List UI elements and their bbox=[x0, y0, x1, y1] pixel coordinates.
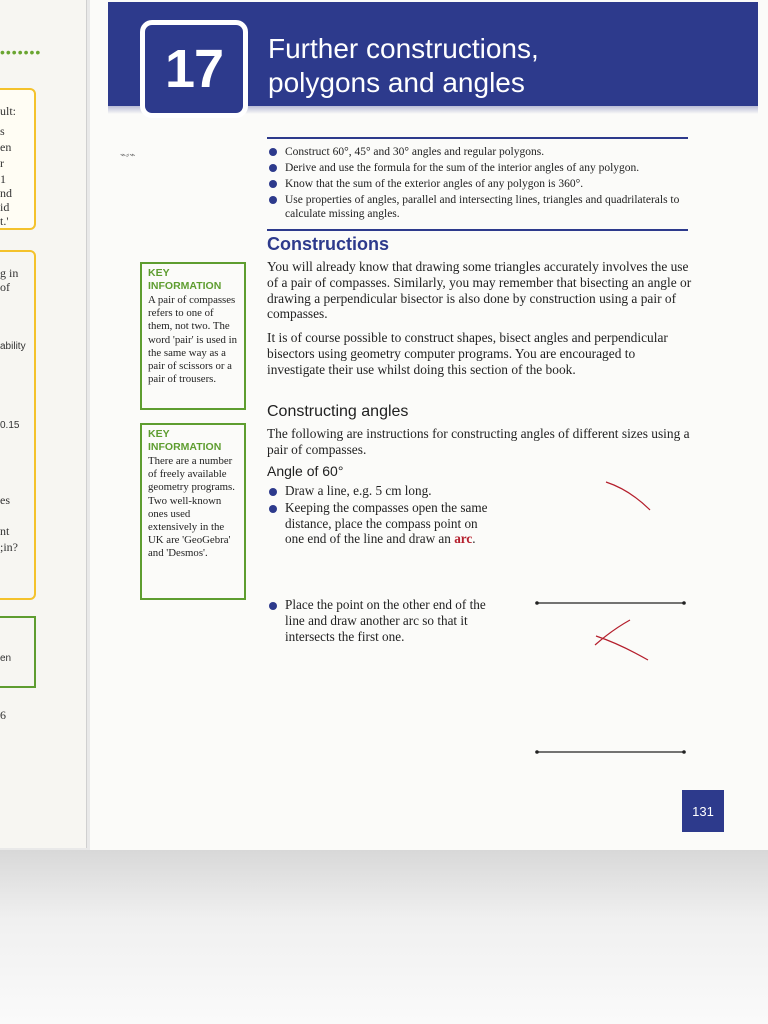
bullet-icon bbox=[269, 505, 277, 513]
steps-list-a bbox=[267, 483, 497, 548]
text-fragment: 1 bbox=[0, 172, 6, 186]
objective-item: Use properties of angles, parallel and intersecting lines, triangles and quadrilaterals to calculate missing angles. bbox=[267, 193, 688, 221]
chapter-title-line-1: Further constructions, bbox=[268, 33, 539, 64]
text-fragment: ;in? bbox=[0, 540, 18, 554]
line-endpoint bbox=[682, 601, 686, 605]
text-fragment: s bbox=[0, 124, 5, 138]
key-information-box-1 bbox=[140, 262, 246, 410]
line-endpoint bbox=[535, 750, 539, 754]
text-fragment: 0.15 bbox=[0, 420, 20, 431]
key-information-box-2 bbox=[140, 423, 246, 600]
text-fragment: es bbox=[0, 493, 10, 507]
objective-item: Know that the sum of the exterior angles of any polygon is 360°. bbox=[267, 177, 688, 191]
key-information-body: There are a number of freely available geometry programs. Two well-known ones used extensively in the UK are 'GeoGebra' and 'Desmos'. bbox=[148, 455, 235, 560]
arc-mark-1 bbox=[606, 482, 650, 510]
objective-item: Construct 60°, 45° and 30° angles and regular polygons. bbox=[267, 145, 688, 159]
text-fragment: id bbox=[0, 200, 10, 214]
keyword-arc: arc bbox=[454, 531, 473, 547]
line-endpoint bbox=[535, 601, 539, 605]
text-fragment: nt bbox=[0, 524, 10, 538]
heading-constructions: Constructions bbox=[267, 234, 390, 254]
learning-objectives bbox=[267, 137, 688, 231]
paragraph-constructions-2: It is of course possible to construct shapes, bisect angles and perpendicular bisectors using geometry computer programs. You are encouraged to investigate their use whilst doing this section of the book. bbox=[267, 330, 668, 377]
key-information-title: KEY INFORMATION bbox=[148, 428, 222, 453]
chapter-title-line-2: polygons and angles bbox=[268, 67, 525, 98]
text-fragment: en bbox=[0, 653, 12, 664]
arc-mark-2a bbox=[596, 636, 648, 660]
steps-list-b bbox=[267, 597, 497, 645]
bullet-icon bbox=[269, 148, 277, 156]
step-item: Draw a line, e.g. 5 cm long. bbox=[267, 483, 497, 499]
paragraph-constructions-1: You will already know that drawing some triangles accurately involves the use of a pair of compasses. Similarly, you may remember that bisecting an angle or drawing a perpendicular bisector is also done by construction using a pair of compasses. bbox=[267, 259, 692, 322]
scanner-background bbox=[0, 850, 768, 1024]
heading-angle-60: Angle of 60° bbox=[267, 463, 344, 479]
bullet-icon bbox=[269, 180, 277, 188]
chapter-title bbox=[268, 32, 539, 100]
bullet-icon bbox=[269, 164, 277, 172]
previous-page-edge bbox=[0, 0, 87, 848]
objective-item: Derive and use the formula for the sum of the interior angles of any polygon. bbox=[267, 161, 688, 175]
text-fragment: nd bbox=[0, 186, 12, 200]
text-fragment: 6 bbox=[0, 708, 6, 722]
pencil-scribble-mark: ⌁⸗⌁ bbox=[120, 150, 136, 161]
arc-mark-2b bbox=[595, 620, 630, 645]
line-endpoint bbox=[682, 750, 686, 754]
text-fragment: en bbox=[0, 140, 12, 154]
step-item: Place the point on the other end of the line and draw another arc so that it intersects the first one. bbox=[267, 597, 497, 644]
text-fragment: r bbox=[0, 156, 4, 170]
key-information-title: KEY INFORMATION bbox=[148, 267, 222, 292]
page-number: 131 bbox=[682, 790, 724, 832]
bullet-icon bbox=[269, 488, 277, 496]
text-fragment: ability bbox=[0, 341, 26, 352]
paragraph-constructing-angles: The following are instructions for constructing angles of different sizes using a pair of compasses. bbox=[267, 426, 690, 457]
text-fragment: g in bbox=[0, 266, 19, 280]
textbook-page bbox=[90, 0, 768, 850]
text-fragment: ult: bbox=[0, 104, 17, 118]
text-fragment: t.' bbox=[0, 214, 9, 228]
heading-constructing-angles: Constructing angles bbox=[267, 403, 409, 420]
text-fragment: of bbox=[0, 280, 10, 294]
step-item: Keeping the compasses open the same distance, place the compass point on one end of the line and draw an arc. bbox=[267, 500, 497, 547]
bullet-icon bbox=[269, 196, 277, 204]
key-information-body: A pair of compasses refers to one of them, not two. The word 'pair' is used in the same way as a pair of scissors or a pair of trousers. bbox=[148, 294, 238, 386]
chapter-number: 17 bbox=[140, 20, 248, 118]
bullet-icon bbox=[269, 602, 277, 610]
dotted-rule: ••••••• bbox=[0, 44, 42, 60]
